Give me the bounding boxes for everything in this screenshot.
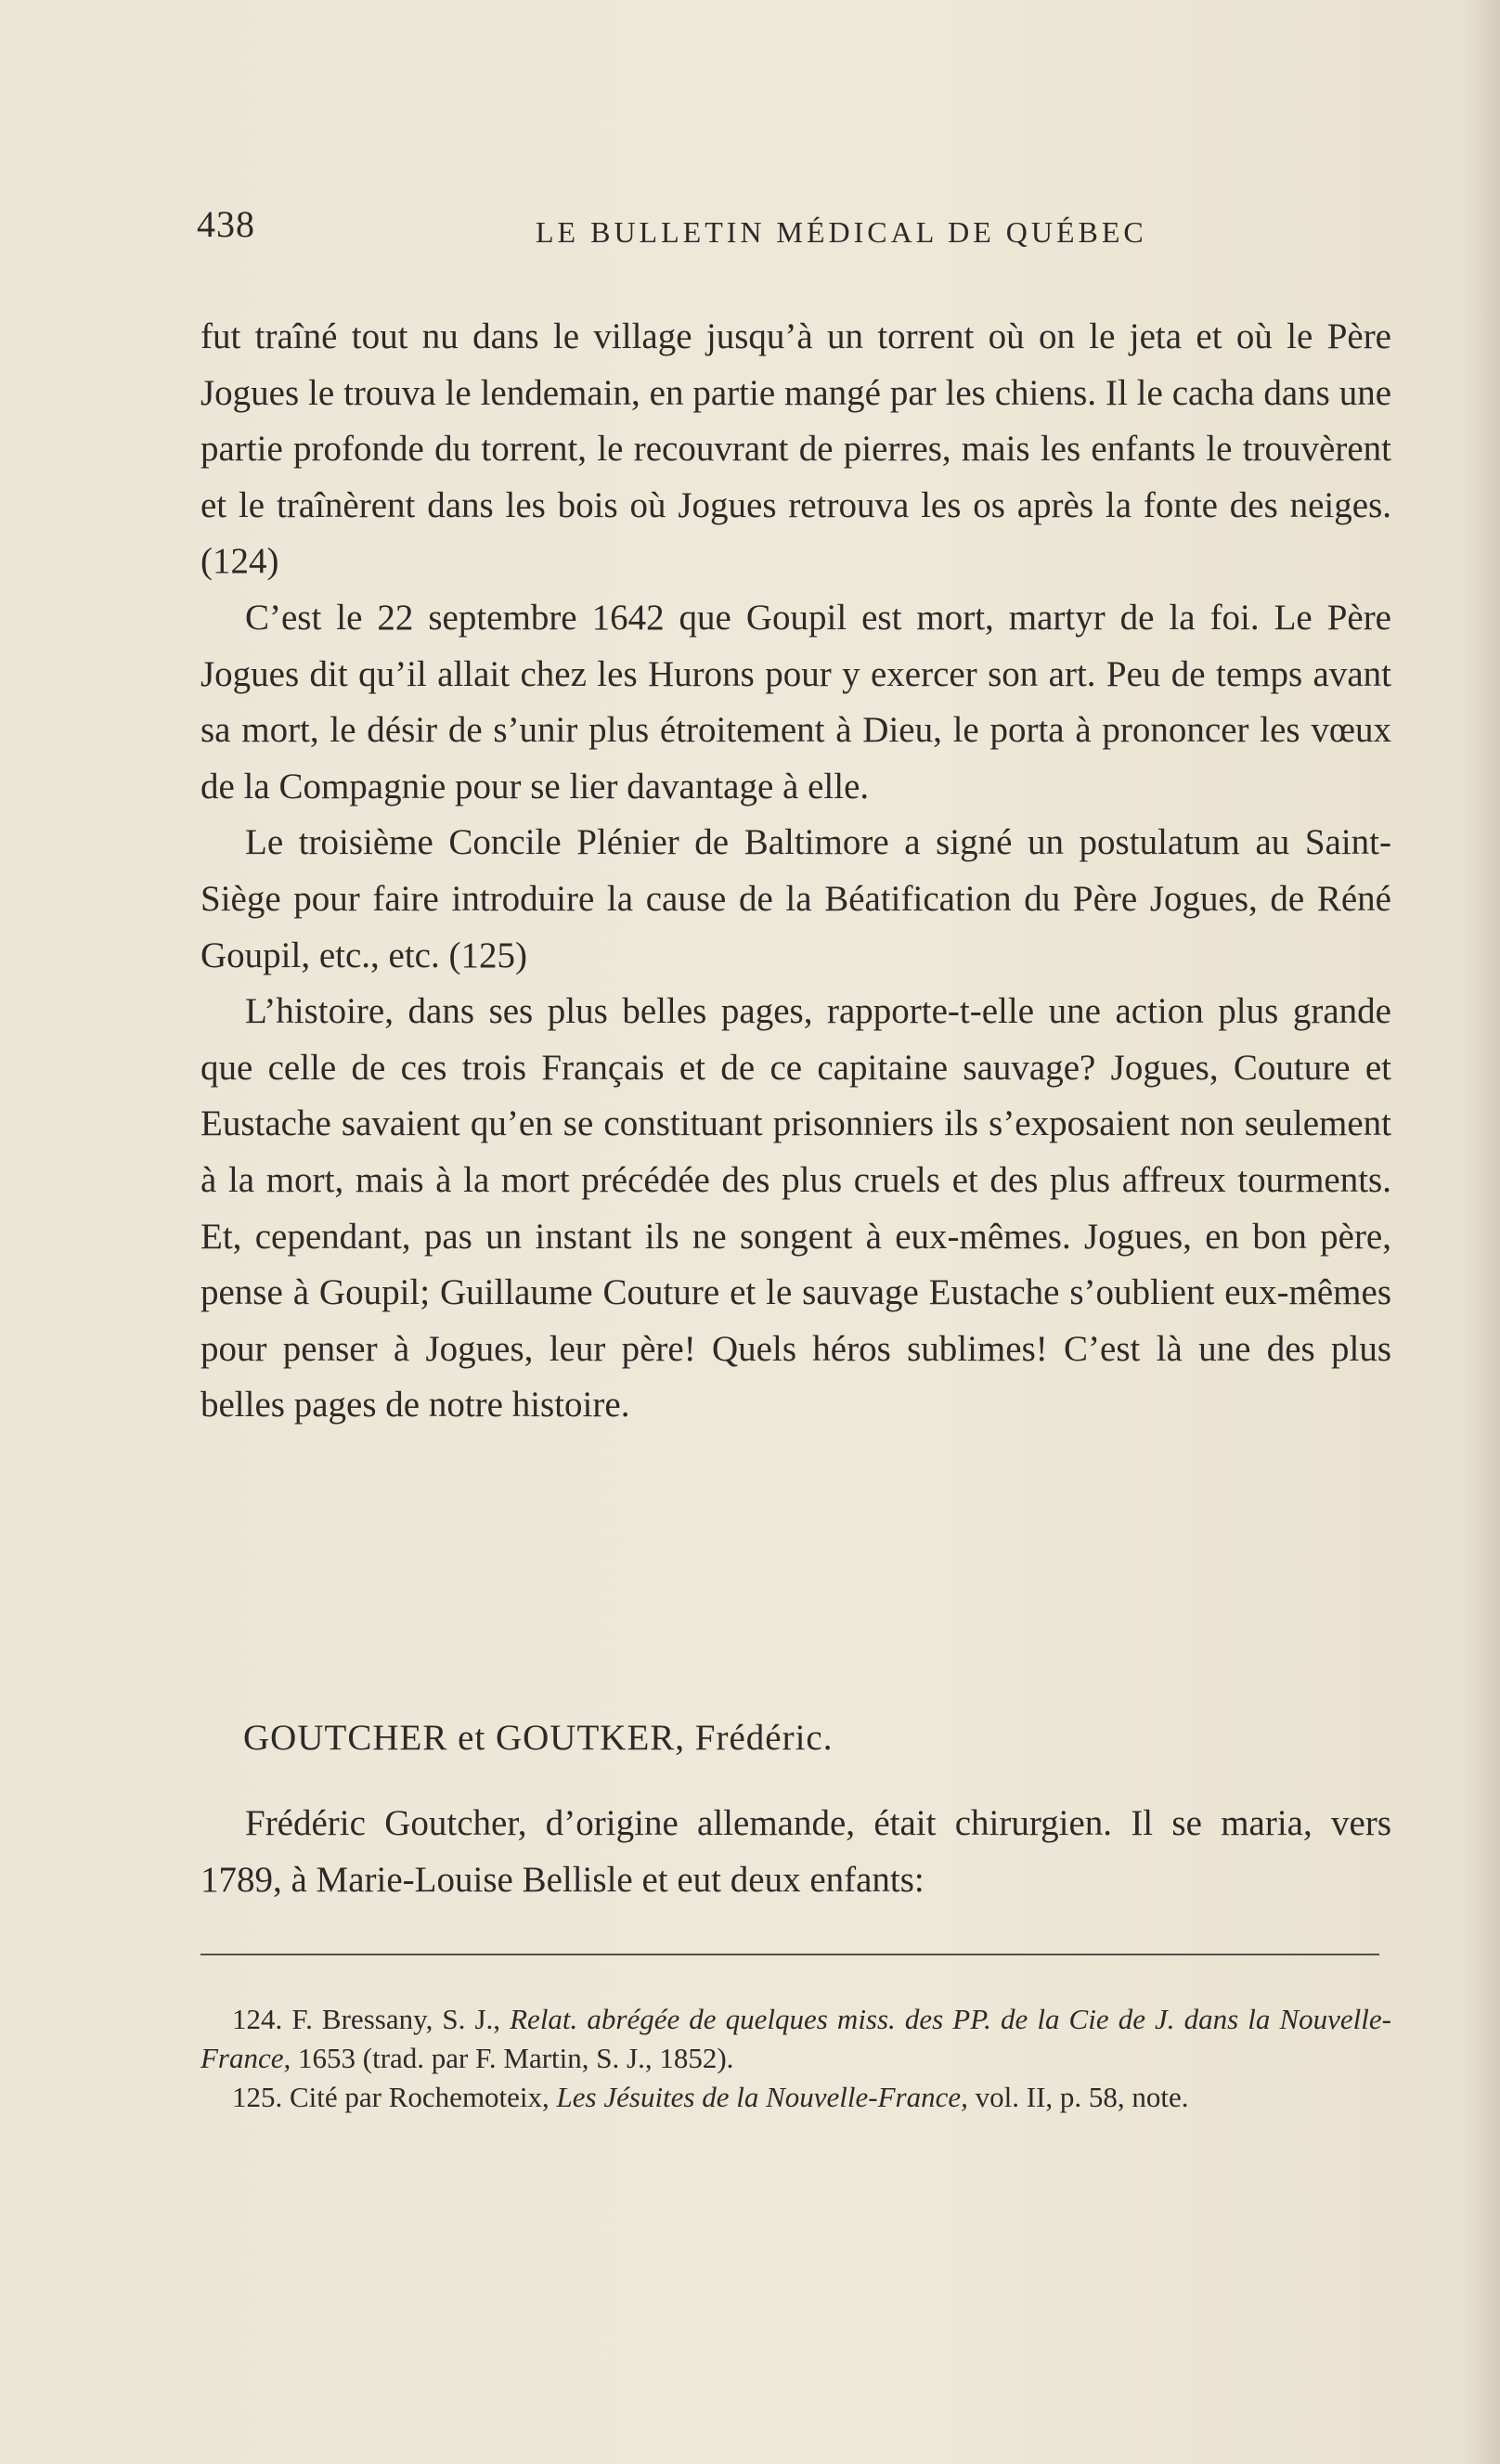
paragraph: L’histoire, dans ses plus belles pages, rapporte-t-elle une action plus grande que celle de ces trois Français et de ce capitaine sauvage? Jogues, Couture et Eustache savaient qu’en se constituant prisonniers ils s’exposaient non seulement à la mort, mais à la mort précédée des plus cruels et des plus affreux tourments. Et, cependant, pas un instant ils ne songent à eux-mêmes. Jogues, en bon père, pense à Goupil; Guillaume Couture et le sauvage Eustache s’oublient eux-mêmes pour penser à Jogues, leur père! Quels héros sublimes! C’est là une des plus belles pages de notre histoire.: [200, 991, 1391, 1426]
footnote-lead: 124. F. Bressany, S. J.,: [232, 2003, 511, 2035]
footnote-title: Relat. abrégée de quelques miss. des PP. de la Cie de J. dans la Nouvelle-France,: [200, 2003, 1391, 2074]
footnotes: [200, 2000, 1391, 2117]
footnote-124: [200, 2000, 1391, 2078]
footnote-lead: 125. Cité par Rochemoteix,: [232, 2081, 557, 2113]
footnote-tail: vol. II, p. 58, note.: [967, 2081, 1189, 2113]
footnote-title: Les Jésuites de la Nouvelle-France,: [556, 2081, 968, 2113]
page-number: 438: [197, 203, 255, 245]
footnote-125: [200, 2078, 1391, 2117]
running-head: LE BULLETIN MÉDICAL DE QUÉBEC: [536, 215, 1147, 249]
page-header: [197, 202, 1311, 258]
section-heading: GOUTCHER et GOUTKER, Frédéric.: [243, 1718, 834, 1758]
main-text: [200, 309, 1391, 1434]
paragraph: C’est le 22 septembre 1642 que Goupil est mort, martyr de la foi. Le Père Jogues dit qu’il allait chez les Hurons pour y exercer son art. Peu de temps avant sa mort, le désir de s’unir plus étroitement à Dieu, le porta à prononcer les vœux de la Compagnie pour se lier davantage à elle.: [200, 597, 1391, 806]
paragraph-continued: fut traîné tout nu dans le village jusqu’à un torrent où on le jeta et où le Père Jogues le trouva le lendemain, en partie mangé par les chiens. Il le cacha dans une partie profonde du torrent, le recouvrant de pierres, mais les enfants le trouvèrent et le traînèrent dans les bois où Jogues retrouva les os après la fonte des neiges. (124): [200, 316, 1391, 582]
footnote-tail: 1653 (trad. par F. Martin, S. J., 1852).: [291, 2042, 734, 2074]
paragraph: Le troisième Concile Plénier de Baltimore a signé un postulatum au Saint-Siège pour faire introduire la cause de la Béatification du Père Jogues, de Réné Goupil, etc., etc. (125): [200, 822, 1391, 975]
paragraph: Frédéric Goutcher, d’origine allemande, était chirurgien. Il se maria, vers 1789, à Marie-Louise Bellisle et eut deux enfants:: [200, 1803, 1391, 1900]
section-text: [200, 1795, 1391, 1908]
page-edge-shadow: [1463, 0, 1500, 2464]
footnote-divider: [200, 1954, 1379, 1955]
